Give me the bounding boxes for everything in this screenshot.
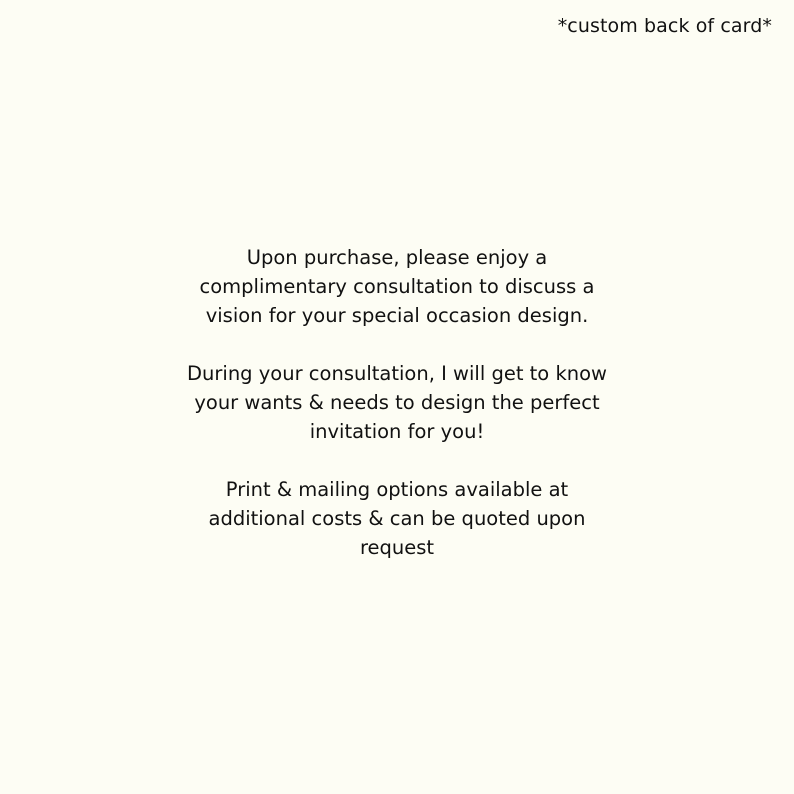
custom-back-note: *custom back of card*	[557, 15, 772, 37]
paragraph-line: request	[359, 536, 435, 559]
paragraph-purchase-consultation	[0, 243, 794, 330]
paragraph-line: During your consultation, I will get to know	[187, 362, 607, 385]
paragraph-consultation-details	[0, 359, 794, 446]
paragraph-line: additional costs & can be quoted upon	[208, 507, 586, 530]
paragraph-line: invitation for you!	[309, 420, 485, 443]
paragraph-line: your wants & needs to design the perfect	[194, 391, 600, 414]
paragraph-line: complimentary consultation to discuss a	[199, 275, 595, 298]
paragraph-line: vision for your special occasion design.	[205, 304, 589, 327]
paragraph-line: Upon purchase, please enjoy a	[246, 246, 548, 269]
message-block	[0, 243, 794, 562]
paragraph-print-mailing-options	[0, 475, 794, 562]
paragraph-line: Print & mailing options available at	[225, 478, 569, 501]
